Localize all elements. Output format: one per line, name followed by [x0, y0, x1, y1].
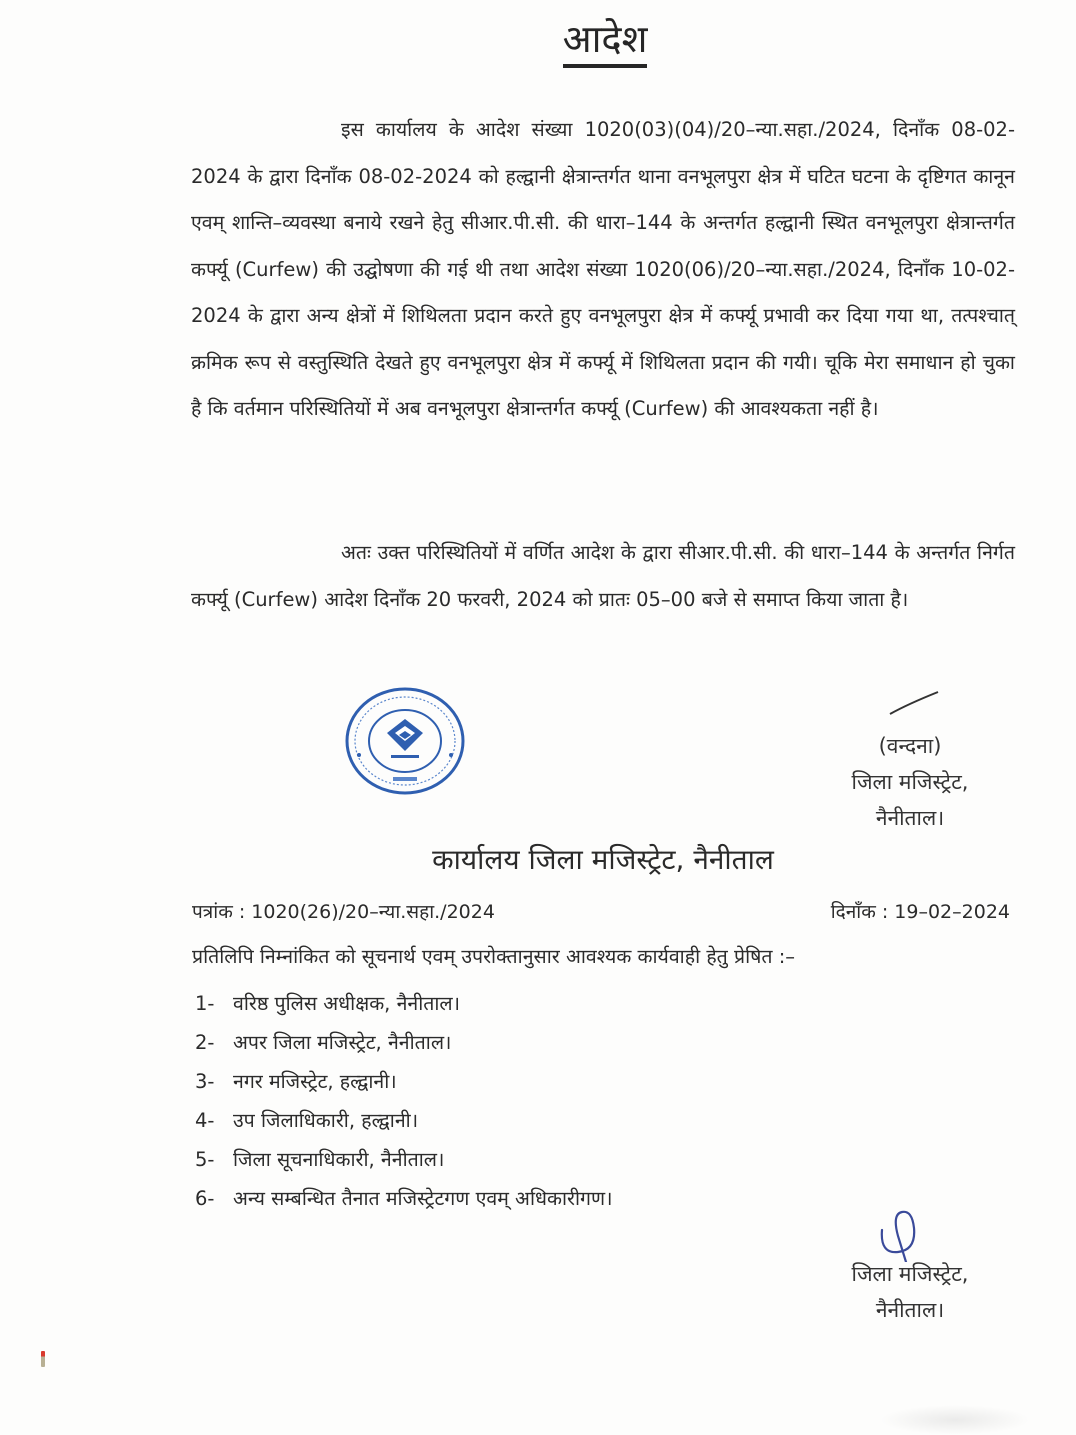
list-item	[195, 1179, 613, 1218]
list-item	[195, 1140, 613, 1179]
list-item	[195, 1023, 613, 1062]
list-number: 4-	[195, 1109, 215, 1132]
reference-date: दिनाँक : 19–02–2024	[830, 901, 1010, 923]
list-item	[195, 1062, 613, 1101]
signatory-designation: जिला मजिस्ट्रेट,	[851, 1262, 969, 1286]
list-number: 2-	[195, 1031, 215, 1054]
signatory-designation: जिला मजिस्ट्रेट,	[851, 770, 969, 794]
title-text: आदेश	[563, 14, 648, 68]
list-text: उप जिलाधिकारी, हल्द्वानी।	[233, 1109, 419, 1132]
signatory-name: (वन्दना)	[878, 734, 942, 758]
list-item	[195, 984, 613, 1023]
office-heading: कार्यालय जिला मजिस्ट्रेट, नैनीताल	[432, 843, 774, 876]
list-text: वरिष्ठ पुलिस अधीक्षक, नैनीताल।	[233, 992, 461, 1015]
district-magistrate-seal-icon	[343, 685, 467, 797]
copy-to-line: प्रतिलिपि निम्नांकित को सूचनार्थ एवम् उपरोक्तानुसार आवश्यक कार्यवाही हेतु प्रेषित :–	[192, 945, 796, 968]
list-text: अन्य सम्बन्धित तैनात मजिस्ट्रेटगण एवम् अधिकारीगण।	[233, 1187, 613, 1210]
signatory-block-2	[820, 1256, 1000, 1328]
recipient-list	[195, 984, 613, 1218]
list-number: 1-	[195, 992, 215, 1015]
reference-number: पत्रांक : 1020(26)/20–न्या.सहा./2024	[192, 901, 495, 923]
ink-signature-icon	[876, 1206, 926, 1262]
list-text: अपर जिला मजिस्ट्रेट, नैनीताल।	[233, 1031, 452, 1054]
stray-ink-mark	[41, 1351, 45, 1367]
list-text: नगर मजिस्ट्रेट, हल्द्वानी।	[233, 1070, 397, 1093]
document-title	[0, 14, 1076, 68]
list-number: 6-	[195, 1187, 215, 1210]
signature-mark	[888, 688, 940, 718]
signatory-place: नैनीताल।	[875, 806, 945, 830]
list-number: 3-	[195, 1070, 215, 1093]
list-text: जिला सूचनाधिकारी, नैनीताल।	[233, 1148, 445, 1171]
signatory-block-1	[820, 728, 1000, 836]
order-paragraph-1	[191, 107, 1015, 433]
list-item	[195, 1101, 613, 1140]
list-number: 5-	[195, 1148, 215, 1171]
paragraph-1-text: इस कार्यालय के आदेश संख्या 1020(03)(04)/20–न्या.सहा./2024, दिनाँक 08-02-2024 के द्वारा दिनाँक 08-02-2024 को हल्द्वानी क्षेत्रान्तर्गत थाना वनभूलपुरा क्षेत्र में घटित घटना के दृष्टिगत कानून एवम् शान्ति–व्यवस्था बनाये रखने हेतु सीआर.पी.सी. की धारा–144 के अन्तर्गत हल्द्वानी स्थित वनभूलपुरा क्षेत्रान्तर्गत कर्फ्यू (Curfew) की उद्घोषणा की गई थी तथा आदेश संख्या 1020(06)/20–न्या.सहा./2024, दिनाँक 10-02-2024 के द्वारा अन्य क्षेत्रों में शिथिलता प्रदान करते हुए वनभूलपुरा क्षेत्र में कर्फ्यू प्रभावी कर दिया गया था, तत्पश्चात् क्रमिक रूप से वस्तुस्थिति देखते हुए वनभूलपुरा क्षेत्र में कर्फ्यू में शिथिलता प्रदान की गयी। चूकि मेरा समाधान हो चुका है कि वर्तमान परिस्थितियों में अब वनभूलपुरा क्षेत्रान्तर्गत कर्फ्यू (Curfew) की आवश्यकता नहीं है।	[191, 118, 1015, 420]
order-paragraph-2	[191, 530, 1015, 623]
signatory-place: नैनीताल।	[875, 1298, 945, 1322]
reference-row	[192, 898, 1010, 924]
paragraph-2-text: अतः उक्त परिस्थितियों में वर्णित आदेश के द्वारा सीआर.पी.सी. की धारा–144 के अन्तर्गत निर्गत कर्फ्यू (Curfew) आदेश दिनाँक 20 फरवरी, 2024 को प्रातः 05–00 बजे से समाप्त किया जाता है।	[191, 541, 1015, 611]
scan-shadow	[880, 1405, 1030, 1435]
